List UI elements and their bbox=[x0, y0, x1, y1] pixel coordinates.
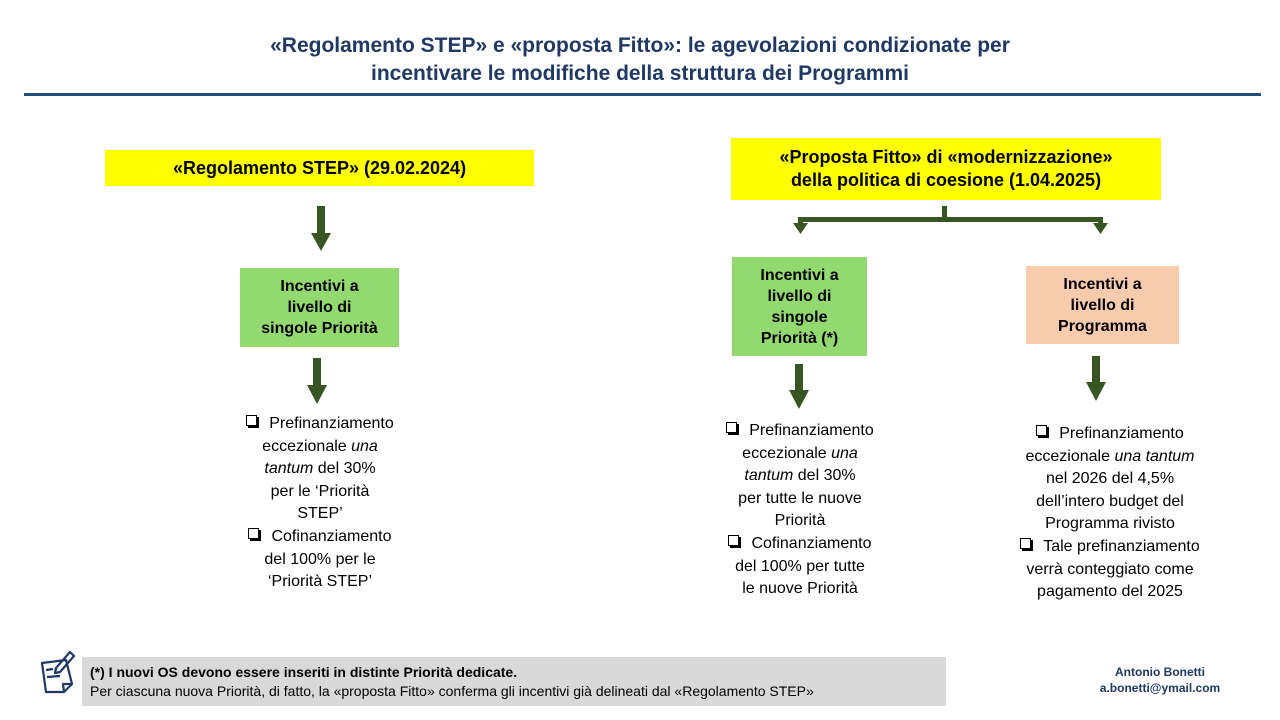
list-item: Prefinanziamento eccezionale una tantum del 30% per tutte le nuove Priorità bbox=[700, 420, 900, 533]
box-line: singole Priorità bbox=[261, 320, 378, 337]
box-line: Incentivi a bbox=[1063, 275, 1142, 293]
box-line: livello di bbox=[767, 287, 832, 305]
footnote-line-2: Per ciascuna nuova Priorità, di fatto, la «proposta Fitto» conferma gli incentivi già delineati dal «Regolamento STEP» bbox=[90, 683, 814, 699]
author-name: Antonio Bonetti bbox=[1115, 665, 1205, 679]
box-line: livello di bbox=[287, 299, 352, 316]
author-block bbox=[1060, 664, 1260, 696]
box-line: Programma bbox=[1058, 317, 1147, 335]
page-title-line-1: «Regolamento STEP» e «proposta Fitto»: le agevolazioni condizionate per bbox=[270, 34, 1010, 57]
box-line: Incentivi a bbox=[760, 266, 839, 284]
box-line: Priorità (*) bbox=[760, 329, 839, 347]
list-item: Prefinanziamento eccezionale una tantum nel 2026 del 4,5% dell’intero budget del Programma rivisto bbox=[1025, 425, 1195, 533]
proposta-fitto-header-line-2: della politica di coesione (1.04.2025) bbox=[790, 170, 1102, 190]
regolamento-step-header-label: «Regolamento STEP» (29.02.2024) bbox=[172, 157, 467, 178]
footnote-line-1: (*) I nuovi OS devono essere inseriti in distinte Priorità dedicate. bbox=[90, 664, 518, 680]
box-line: Incentivi a bbox=[280, 278, 359, 295]
list-item: Cofinanziamento del 100% per le ‘Priorità STEP’ bbox=[215, 526, 425, 594]
author-email: a.bonetti@ymail.com bbox=[1099, 681, 1221, 695]
box-line: livello di bbox=[1070, 296, 1135, 314]
list-item: Tale prefinanziamento verrà conteggiato come pagamento del 2025 bbox=[990, 536, 1230, 604]
list-item: Prefinanziamento eccezionale una tantum del 30% per le ‘Priorità STEP’ bbox=[215, 413, 425, 526]
page-title-line-2: incentivare le modifiche della struttura dei Programmi bbox=[371, 62, 909, 85]
box-line: singole bbox=[771, 308, 828, 326]
proposta-fitto-header-line-1: «Proposta Fitto» di «modernizzazione» bbox=[779, 147, 1113, 167]
list-item: Cofinanziamento del 100% per tutte le nuove Priorità bbox=[700, 533, 900, 601]
